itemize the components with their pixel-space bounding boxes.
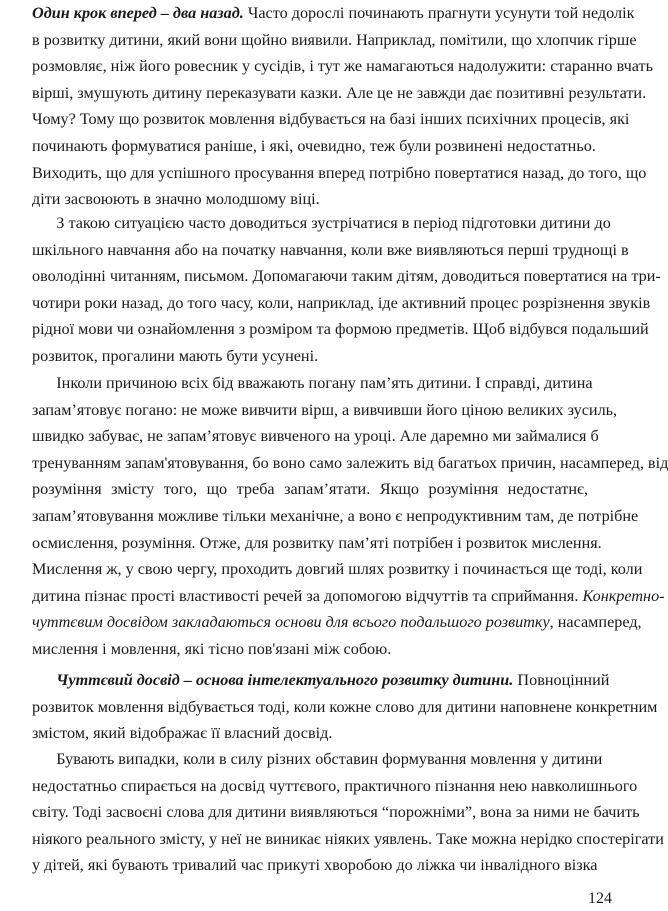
text-segment: дитина пізнає прості властивості речей за допомогою відчуттів та сприймання. (32, 586, 583, 605)
text-line (32, 133, 596, 160)
paragraph-school-preparation (32, 210, 661, 370)
text-segment: тренуванням запам'ятовування, бо воно само залежить від багатьох причин, насамперед, від (32, 453, 668, 472)
text-segment: осмислення, розуміння. Отже, для розвитку пам’яті потрібен і розвиток мислення. (32, 533, 602, 552)
text-segment: швидко забуває, не запам’ятовує вивченого на уроці. Але даремно ми займалися б (32, 427, 599, 446)
text-line (32, 476, 588, 503)
text-segment: змістом, який відображає її власний досвід. (32, 724, 333, 743)
page-number: 124 (588, 890, 612, 907)
text-segment: вірші, змушують дитину переказувати казки. Але це не завжди дає позитивні результати. (32, 83, 647, 102)
text-segment: , насамперед, (549, 613, 642, 632)
text-line (32, 290, 651, 317)
text-line (32, 694, 658, 721)
text-segment: ніякого реального змісту, у неї не виникає ніяких уявлень. Таке можна нерідко спостерігати (32, 829, 664, 848)
text-segment: Часто дорослі починають прагнути усунути той недолік (243, 4, 635, 22)
text-segment: Повноцінний (513, 671, 610, 689)
text-line (32, 423, 599, 450)
text-segment: шкільного навчання або на початку навчання, коли вже виявляються перші труднощі в (32, 240, 629, 259)
text-segment: Бувають випадки, коли в силу різних обставин формування мовлення у дитини (32, 750, 603, 768)
text-line (32, 263, 661, 290)
text-line (32, 799, 640, 826)
text-segment: запам’ятовування можливе тільки механічне, а воно є непродуктивним там, де потрібне (32, 506, 639, 525)
text-line (32, 773, 638, 800)
text-line (32, 852, 598, 879)
text-line (32, 746, 603, 773)
text-segment: запам’ятовує погано: не може вивчити вірш, а вивчивши його ціною великих зусиль, (32, 400, 618, 419)
text-segment: оволодінні читанням, письмом. Допомагаючи таким дітям, доводиться повертатися на три- (32, 267, 661, 286)
text-line (32, 316, 649, 343)
text-line (32, 186, 588, 213)
text-segment: в розвитку дитини, який вони щойно виявили. Наприклад, помітили, що хлопчик гірше (32, 30, 637, 49)
text-segment: у дітей, які бувають тривалий час прикуті хворобою до ліжка чи інвалідного візка (32, 856, 598, 875)
text-segment: недостатньо спирається на досвід чуттєвого, практичного пізнання нею навколишнього (32, 776, 638, 795)
text-segment: розуміння змісту того, що треба запам’ятати. Якщо розуміння недостатнє, (32, 480, 588, 499)
text-line (32, 583, 665, 610)
text-line (32, 343, 588, 370)
emphasized-text: Конкретно- (582, 586, 665, 605)
paragraph-sensory-experience (32, 667, 658, 747)
text-line (32, 530, 602, 557)
text-line (32, 667, 610, 694)
text-line (32, 720, 588, 747)
paragraph-memory (32, 370, 668, 663)
text-segment: розвиток мовлення відбувається тоді, коли кожне слово для дитини наповнене конкретним (32, 697, 658, 716)
emphasized-text: Чуттєвий досвід – основа інтелектуального розвитку дитини. (56, 671, 514, 689)
text-line (32, 106, 630, 133)
text-line (32, 826, 664, 853)
text-line (32, 27, 637, 54)
text-segment: Виходить, що для успішного просування вперед потрібно повертатися назад, до того, що (32, 163, 647, 182)
text-line (32, 370, 593, 397)
text-line (32, 53, 653, 80)
paragraph-empty-words (32, 746, 664, 879)
text-segment (32, 671, 56, 689)
paragraph-one-step-forward (32, 0, 653, 213)
text-line (32, 636, 588, 663)
text-segment: Інколи причиною всіх бід вважають погану пам’ять дитини. І справді, дитина (32, 374, 593, 392)
text-segment: рідної мови чи ознайомлення з розміром та формою предметів. Щоб відбувся подальший (32, 320, 649, 339)
text-line (32, 210, 611, 237)
text-segment: Чому? Тому що розвиток мовлення відбувається на базі інших психічних процесів, які (32, 110, 630, 129)
text-line (32, 80, 647, 107)
text-segment: діти засвоюють в значно молодшому віці. (32, 190, 320, 209)
text-line (32, 503, 639, 530)
text-line (32, 0, 635, 27)
emphasized-text: Один крок вперед – два назад. (32, 4, 244, 22)
emphasized-text: чуттєвим досвідом закладаються основи для всього подальшого розвитку (32, 613, 550, 632)
text-segment: чотири роки назад, до того часу, коли, наприклад, іде активний процес розрізнення звуків (32, 293, 651, 312)
text-segment: розвиток, прогалини мають бути усунені. (32, 346, 319, 365)
text-line (32, 450, 668, 477)
text-line (32, 237, 629, 264)
text-segment: розмовляє, ніж його ровесник у сусідів, і тут же намагаються надолужити: старанно вчать (32, 57, 653, 76)
text-segment: Мислення ж, у свою чергу, проходить довгий шлях розвитку і починається ще тоді, коли (32, 560, 643, 579)
text-segment: світу. Тоді засвоєні слова для дитини виявляються “порожніми”, вона за ними не бачить (32, 803, 640, 822)
text-line (32, 609, 642, 636)
text-line (32, 160, 647, 187)
text-segment: З такою ситуацією часто доводиться зустрічатися в період підготовки дитини до (32, 214, 611, 232)
text-line (32, 556, 643, 583)
text-line (32, 397, 618, 424)
text-segment: мислення і мовлення, які тісно пов'язані між собою. (32, 639, 392, 658)
text-segment: починають формуватися раніше, і які, очевидно, теж були розвинені недостатньо. (32, 136, 596, 155)
